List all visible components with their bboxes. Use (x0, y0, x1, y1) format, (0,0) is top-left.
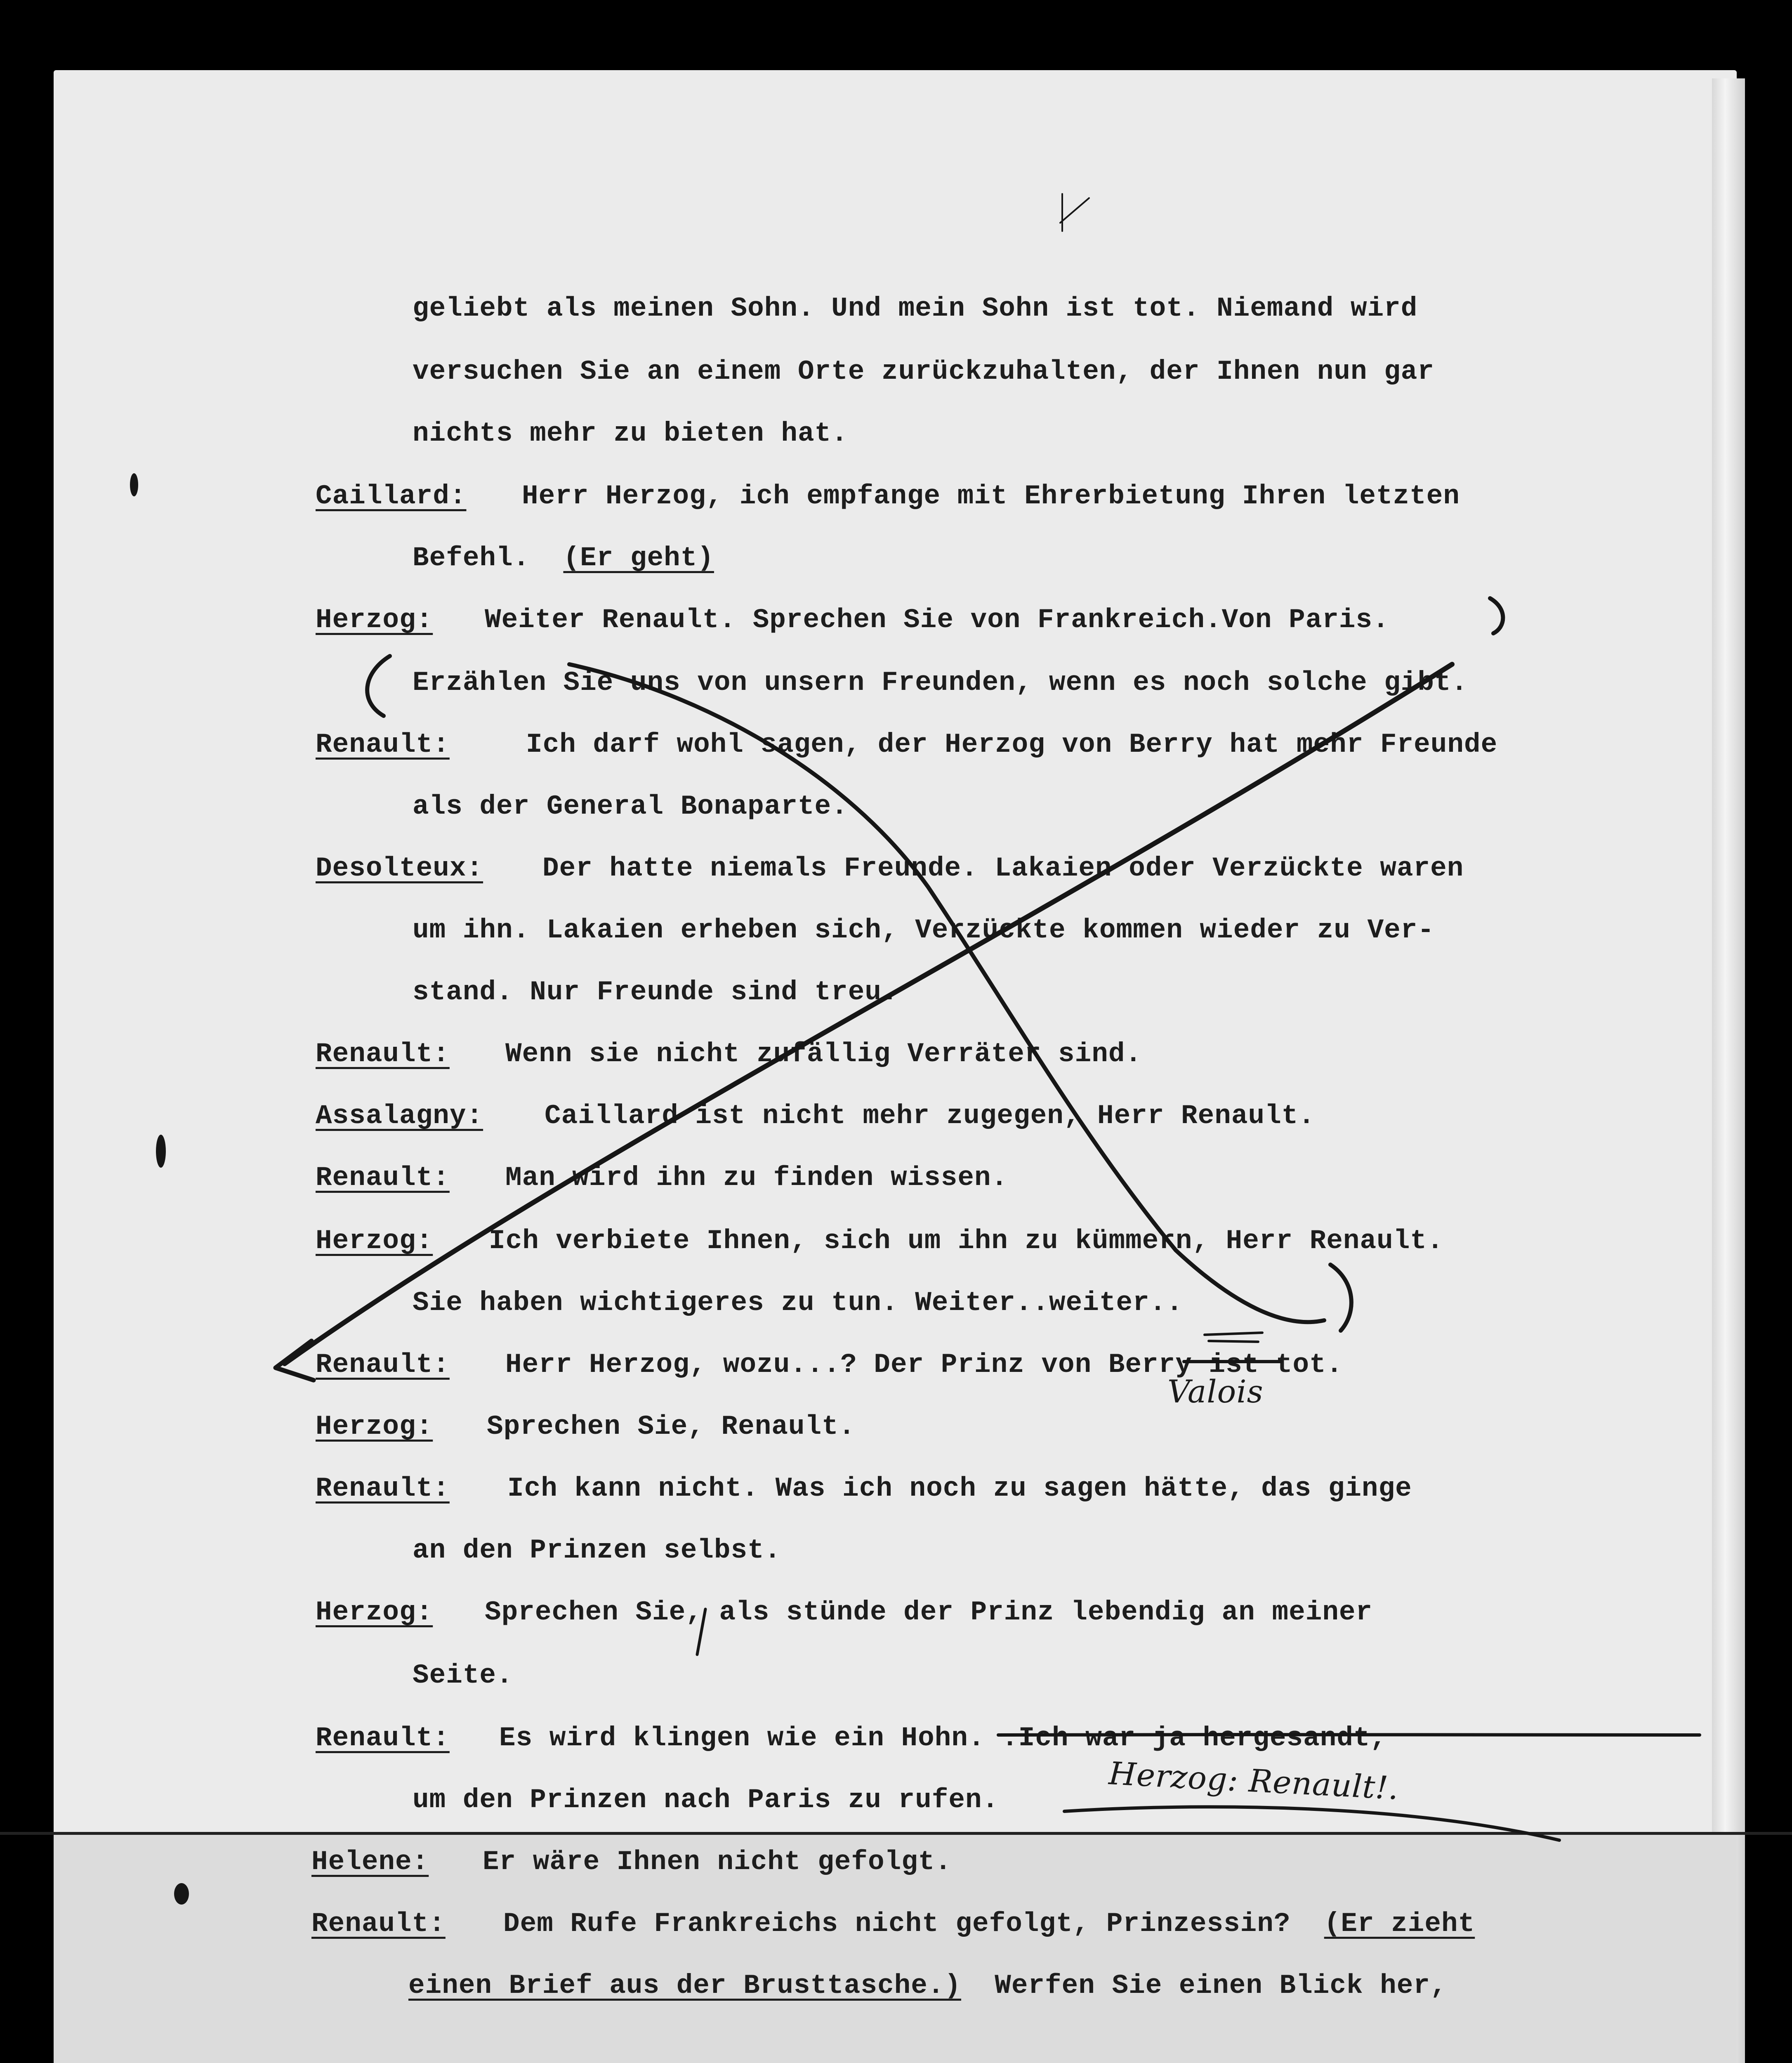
script-line: versuchen Sie an einem Orte zurückzuhalten, der Ihnen nun gar (413, 356, 1434, 387)
speaker-name: Renault: (316, 1039, 450, 1069)
script-line: an den Prinzen selbst. (413, 1535, 781, 1566)
ink-blot (174, 1883, 189, 1905)
speaker-name: Renault: (311, 1908, 446, 1939)
script-line: Herr Herzog, wozu...? Der Prinz von Berry ist tot. (505, 1349, 1343, 1380)
script-line: Wenn sie nicht zufällig Verräter sind. (505, 1039, 1142, 1069)
script-line: als der General Bonaparte. (413, 791, 848, 822)
speaker-name: Caillard: (316, 481, 467, 512)
script-line: Es wird klingen wie ein Hohn. .Ich war ja hergesandt, (499, 1723, 1387, 1754)
script-line: um den Prinzen nach Paris zu rufen. (413, 1784, 999, 1815)
script-line: Ich darf wohl sagen, der Herzog von Berry hat mehr Freunde (526, 729, 1498, 760)
script-line: nichts mehr zu bieten hat. (413, 418, 848, 449)
script-line: Seite. (413, 1660, 513, 1691)
close-bracket-mid (1330, 1265, 1351, 1331)
stage-direction: einen Brief aus der Brusttasche.) (408, 1970, 962, 2001)
scribble-above-berry (1205, 1333, 1262, 1342)
speaker-name: Herzog: (316, 1597, 433, 1628)
script-line: Sprechen Sie, Renault. (487, 1411, 856, 1442)
script-line: Befehl. (Er geht) (413, 543, 714, 574)
script-line: Herr Herzog, ich empfange mit Ehrerbietung Ihren letzten (522, 481, 1460, 512)
script-line: Sprechen Sie, als stünde der Prinz lebendig an meiner (485, 1597, 1373, 1628)
script-line: Der hatte niemals Freunde. Lakaien oder Verzückte waren (542, 853, 1464, 884)
speaker-name: Renault: (316, 1723, 450, 1754)
stage-direction: (Er zieht (1324, 1908, 1475, 1939)
corner-mark (1060, 194, 1089, 231)
insertion-caret (697, 1609, 705, 1655)
script-line: Weiter Renault. Sprechen Sie von Frankreich.Von Paris. (485, 604, 1389, 635)
insertion-swoop (1064, 1807, 1559, 1840)
script-line: Sie haben wichtigeres zu tun. Weiter..weiter.. (413, 1287, 1183, 1318)
ink-blot (130, 473, 138, 496)
speaker-name: Herzog: (316, 604, 433, 635)
strike-diagonal (285, 664, 1452, 1364)
handwritten-insertion: Herzog: Renault!. (1108, 1755, 1400, 1807)
script-line: Caillard ist nicht mehr zugegen, Herr Renault. (545, 1100, 1315, 1131)
speaker-name: Desolteux: (316, 853, 483, 884)
speaker-name: Renault: (316, 1349, 450, 1380)
script-line: Ich kann nicht. Was ich noch zu sagen hätte, das ginge (507, 1473, 1412, 1504)
script-line: geliebt als meinen Sohn. Und mein Sohn ist tot. Niemand wird (413, 293, 1418, 324)
speaker-name: Renault: (316, 1473, 450, 1504)
script-line: einen Brief aus der Brusttasche.) Werfen Sie einen Blick her, (408, 1970, 1447, 2001)
script-line: Erzählen Sie uns von unsern Freunden, wenn es noch solche gibt. (413, 667, 1468, 698)
speaker-name: Renault: (316, 729, 450, 760)
insertion-underline (998, 1734, 1700, 1735)
ink-blot (156, 1135, 166, 1168)
script-line: stand. Nur Freunde sind treu. (413, 977, 898, 1008)
stage-direction: (Er geht) (563, 543, 714, 574)
handwritten-correction: Valois (1167, 1373, 1264, 1410)
open-bracket (367, 656, 390, 716)
speaker-name: Herzog: (316, 1225, 433, 1256)
speaker-name: Renault: (316, 1162, 450, 1193)
script-line: um ihn. Lakaien erheben sich, Verzückte kommen wieder zu Ver- (413, 915, 1434, 946)
script-line: Ich verbiete Ihnen, sich um ihn zu kümmern, Herr Renault. (489, 1225, 1444, 1256)
script-line: Dem Rufe Frankreichs nicht gefolgt, Prinzessin? (Er zieht (503, 1908, 1475, 1939)
script-line: Er wäre Ihnen nicht gefolgt. (483, 1846, 952, 1877)
speaker-name: Herzog: (316, 1411, 433, 1442)
speaker-name: Helene: (311, 1846, 429, 1877)
speaker-name: Assalagny: (316, 1100, 483, 1131)
strike-crossing-curve (569, 664, 1324, 1322)
close-bracket-top (1490, 598, 1503, 633)
script-line: Man wird ihn zu finden wissen. (505, 1162, 1008, 1193)
